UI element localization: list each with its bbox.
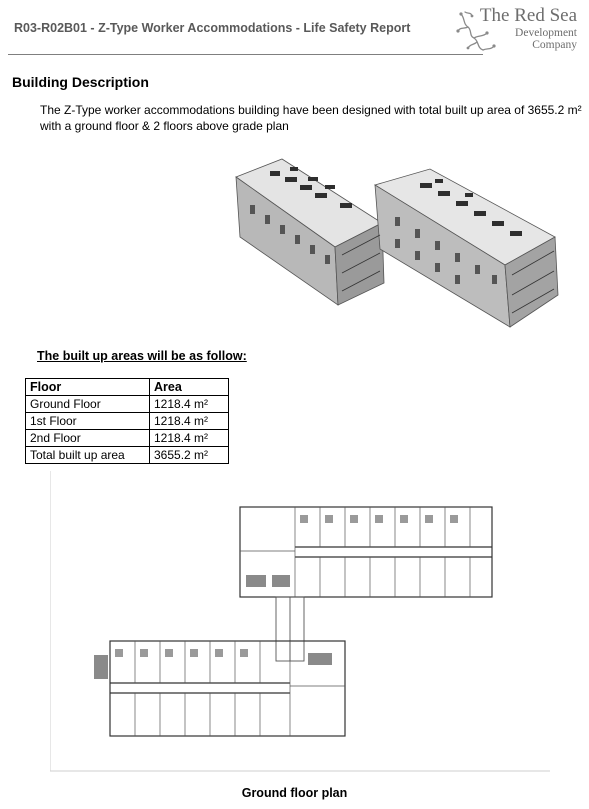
floor-cell: Ground Floor — [26, 396, 150, 413]
table-row — [26, 396, 229, 413]
table-row — [26, 447, 229, 464]
table-row — [26, 413, 229, 430]
column-header-floor: Floor — [26, 379, 150, 396]
logo-text-line-2: Development — [515, 27, 577, 39]
floor-cell: Total built up area — [26, 447, 150, 464]
table-row — [26, 430, 229, 447]
header-divider — [8, 54, 483, 55]
company-logo — [455, 4, 585, 56]
section-heading: Building Description — [12, 74, 149, 90]
plan-caption: Ground floor plan — [241, 786, 348, 800]
building-3d-rendering — [230, 155, 560, 345]
building-description: The Z-Type worker accommodations building have been designed with total built up area of 3655.2 m² with a ground floor & 2 floors above grade plan — [40, 103, 582, 133]
document-header-title: R03-R02B01 - Z-Type Worker Accommodations - Life Safety Report — [14, 21, 411, 35]
logo-text-line-1: The Red Sea — [479, 5, 577, 26]
logo-text-line-3: Company — [532, 39, 577, 51]
floor-cell: 1st Floor — [26, 413, 150, 430]
floor-cell: 2nd Floor — [26, 430, 150, 447]
areas-heading: The built up areas will be as follow: — [37, 349, 247, 363]
built-up-areas-table — [25, 378, 229, 464]
ground-floor-plan-drawing — [50, 471, 550, 776]
area-cell: 3655.2 m² — [150, 447, 229, 464]
area-cell: 1218.4 m² — [150, 413, 229, 430]
column-header-area: Area — [150, 379, 229, 396]
area-cell: 1218.4 m² — [150, 430, 229, 447]
area-cell: 1218.4 m² — [150, 396, 229, 413]
table-header-row — [26, 379, 229, 396]
